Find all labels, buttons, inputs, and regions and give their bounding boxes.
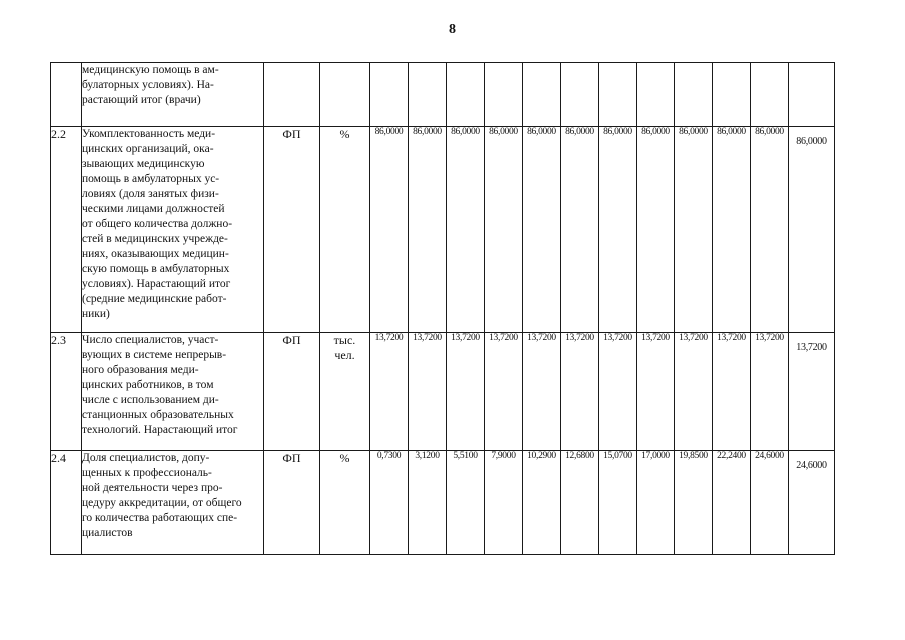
value-cell: 17,0000 bbox=[637, 451, 675, 555]
value-cell bbox=[599, 63, 637, 127]
value-cell bbox=[561, 63, 599, 127]
value-cell: 24,6000 bbox=[789, 451, 835, 555]
value-cell: 86,0000 bbox=[409, 127, 447, 333]
source-cell: ФП bbox=[264, 127, 320, 333]
value-cell: 86,0000 bbox=[599, 127, 637, 333]
value-cell: 86,0000 bbox=[751, 127, 789, 333]
value-cell: 86,0000 bbox=[485, 127, 523, 333]
value-cell: 24,6000 bbox=[751, 451, 789, 555]
value-cell bbox=[789, 63, 835, 127]
source-cell: ФП bbox=[264, 333, 320, 451]
value-cell: 22,2400 bbox=[713, 451, 751, 555]
indicator-description: Укомплектованность меди- цинских организаций, ока- зывающих медицинскую помощь в амбулаторных ус- ловиях (доля занятых физи- ческими лицами должностей от общего количества должно- стей в медицинских учрежде- ниях, оказывающих медицин- скую помощь в амбулаторных условиях). Нарастающий итог (средние медицинские работ- ники) bbox=[82, 127, 264, 333]
indicator-description: Доля специалистов, допу- щенных к профессиональ- ной деятельности через про- цедуру аккредитации, от общего го количества работающих спе- циалистов bbox=[82, 451, 264, 555]
value-cell bbox=[447, 63, 485, 127]
unit-cell: % bbox=[320, 451, 370, 555]
row-number: 2.3 bbox=[51, 333, 82, 451]
value-cell: 13,7200 bbox=[409, 333, 447, 451]
value-cell bbox=[713, 63, 751, 127]
value-cell bbox=[409, 63, 447, 127]
table-row bbox=[51, 127, 835, 333]
unit-cell bbox=[320, 63, 370, 127]
value-cell: 12,6800 bbox=[561, 451, 599, 555]
row-number bbox=[51, 63, 82, 127]
value-cell: 13,7200 bbox=[713, 333, 751, 451]
table-row bbox=[51, 451, 835, 555]
value-cell: 13,7200 bbox=[523, 333, 561, 451]
value-cell: 7,9000 bbox=[485, 451, 523, 555]
indicator-description: медицинскую помощь в ам- булаторных условиях). На- растающий итог (врачи) bbox=[82, 63, 264, 127]
row-number: 2.4 bbox=[51, 451, 82, 555]
value-cell: 3,1200 bbox=[409, 451, 447, 555]
indicators-table bbox=[50, 62, 835, 555]
table-row bbox=[51, 63, 835, 127]
value-cell: 0,7300 bbox=[370, 451, 409, 555]
row-number: 2.2 bbox=[51, 127, 82, 333]
value-cell bbox=[370, 63, 409, 127]
value-cell: 13,7200 bbox=[370, 333, 409, 451]
value-cell: 13,7200 bbox=[447, 333, 485, 451]
value-cell: 86,0000 bbox=[675, 127, 713, 333]
value-cell: 13,7200 bbox=[789, 333, 835, 451]
value-cell: 86,0000 bbox=[637, 127, 675, 333]
value-cell bbox=[751, 63, 789, 127]
value-cell: 5,5100 bbox=[447, 451, 485, 555]
value-cell: 86,0000 bbox=[561, 127, 599, 333]
value-cell: 19,8500 bbox=[675, 451, 713, 555]
value-cell bbox=[523, 63, 561, 127]
value-cell: 15,0700 bbox=[599, 451, 637, 555]
value-cell: 13,7200 bbox=[599, 333, 637, 451]
value-cell: 86,0000 bbox=[370, 127, 409, 333]
value-cell: 86,0000 bbox=[789, 127, 835, 333]
unit-cell: тыс. чел. bbox=[320, 333, 370, 451]
value-cell: 10,2900 bbox=[523, 451, 561, 555]
unit-cell: % bbox=[320, 127, 370, 333]
source-cell: ФП bbox=[264, 451, 320, 555]
value-cell: 13,7200 bbox=[751, 333, 789, 451]
value-cell bbox=[485, 63, 523, 127]
table-row bbox=[51, 333, 835, 451]
value-cell bbox=[637, 63, 675, 127]
value-cell bbox=[675, 63, 713, 127]
page-number: 8 bbox=[449, 22, 456, 37]
value-cell: 86,0000 bbox=[523, 127, 561, 333]
value-cell: 13,7200 bbox=[485, 333, 523, 451]
value-cell: 86,0000 bbox=[447, 127, 485, 333]
value-cell: 13,7200 bbox=[561, 333, 599, 451]
source-cell bbox=[264, 63, 320, 127]
value-cell: 86,0000 bbox=[713, 127, 751, 333]
indicator-description: Число специалистов, участ- вующих в системе непрерыв- ного образования меди- цинских работников, в том числе с использованием ди- станционных образовательных технологий. Нарастающий итог bbox=[82, 333, 264, 451]
value-cell: 13,7200 bbox=[675, 333, 713, 451]
value-cell: 13,7200 bbox=[637, 333, 675, 451]
